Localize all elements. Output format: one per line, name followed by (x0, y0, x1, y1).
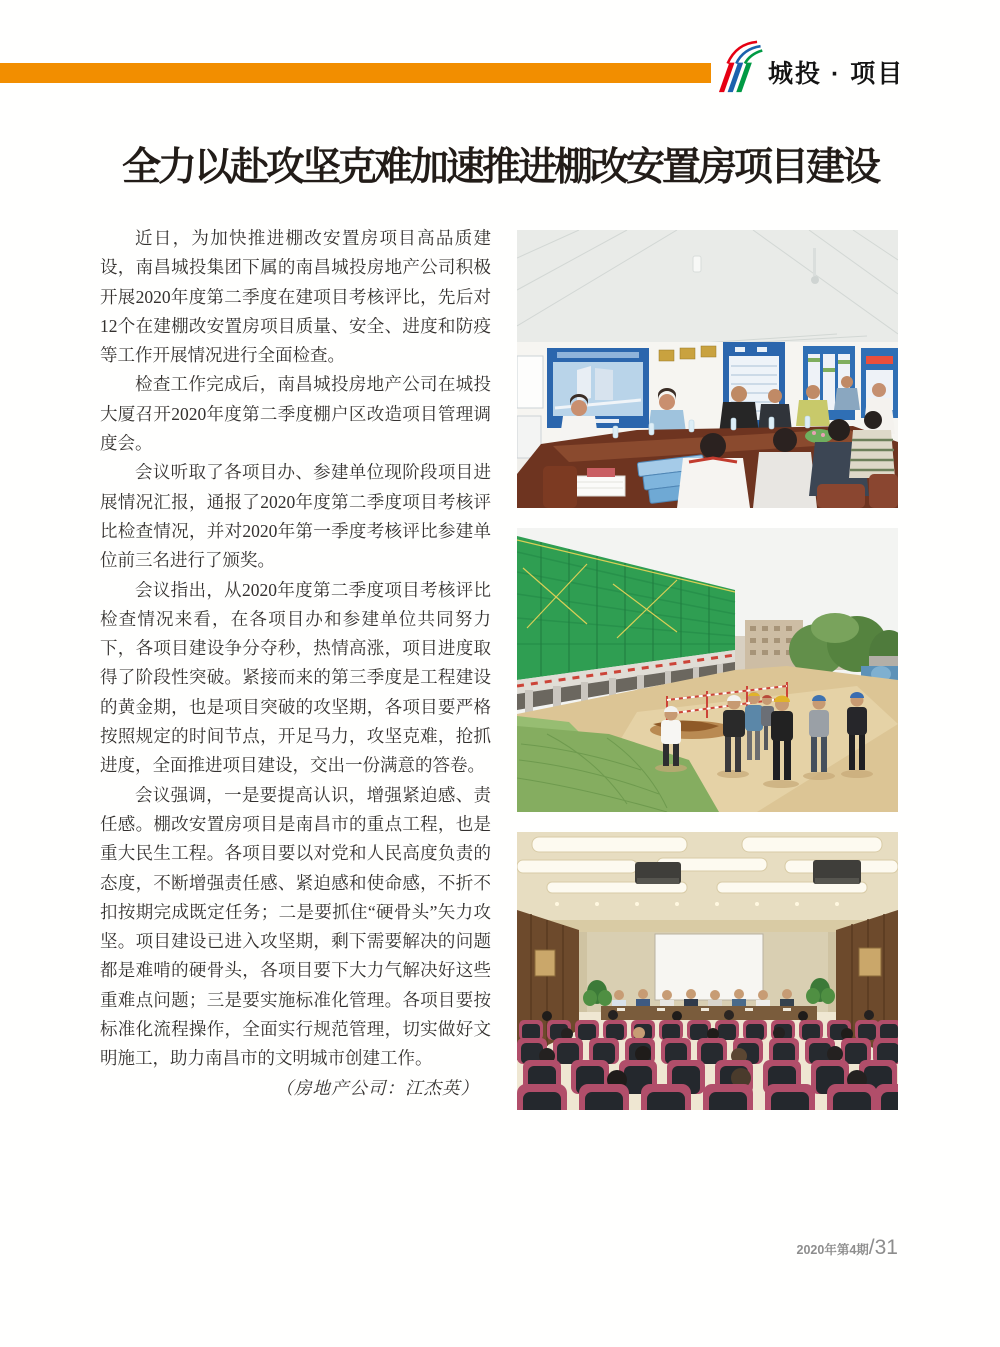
byline: （房地产公司：江杰英） (275, 1077, 479, 1098)
ceiling (517, 832, 898, 932)
page-number: /31 (868, 1236, 898, 1259)
article-title: 全力以赴攻坚克难加速推进棚改安置房项目建设 (121, 146, 878, 189)
article-body (100, 224, 491, 1103)
page-footer (0, 1236, 898, 1260)
paragraph: 会议指出，从2020年度第二季度项目考核评比检查情况来看，在各项目办和参建单位共同努力下，各项目建设争分夺秒，热情高涨，项目进度取得了阶段性突破。紧接而来的第三季度是工程建设的黄金期，也是项目突破的攻坚期，各项目要严格按照规定的时间节点，开足马力，攻坚克难，抢抓进度，全面推进项目建设，交出一份满意的答卷。 (100, 579, 491, 776)
photo-construction-site (517, 528, 898, 812)
issue-label: 2020年第4期 (796, 1243, 869, 1257)
projection-screen (655, 934, 763, 1000)
citytouch-logo-icon (712, 38, 764, 96)
paragraph: 近日，为加快推进棚改安置房项目高品质建设，南昌城投集团下属的南昌城投房地产公司积极开展2020年度第二季度在建项目考核评比，先后对12个在建棚改安置房项目质量、安全、进度和防疫等工作开展情况进行全面检查。 (100, 228, 491, 366)
photo-conference-hall (517, 832, 898, 1110)
project-poster (547, 348, 649, 428)
paragraph: 检查工作完成后，南昌城投房地产公司在城投大厦召开2020年度第二季度棚户区改造项目管理调度会。 (100, 374, 491, 454)
paragraph: 会议强调，一是要提高认识，增强紧迫感、责任感。棚改安置房项目是南昌市的重点工程，也是重大民生工程。各项目要以对党和人民高度负责的态度，不断增强责任感、紧迫感和使命感，不折不扣按期完成既定任务；二是要抓住“硬骨头”矢力攻坚。项目建设已进入攻坚期，剩下需要解决的问题都是难啃的硬骨头，各项目要下大力气解决好这些重难点问题；三是要实施标准化管理。各项目要按标准化流程操作，全面实行规范管理，切实做好文明施工，助力南昌市的文明城市创建工作。 (100, 784, 491, 1069)
photo-meeting-room (517, 230, 898, 508)
paragraph: 会议听取了各项目办、参建单位现阶段项目进展情况汇报，通报了2020年度第二季度项目考核评比检查情况，并对2020年第一季度考核评比参建单位前三名进行了颁奖。 (100, 462, 491, 571)
section-label: 城投 · 项目 (768, 60, 905, 88)
header-accent-bar (0, 63, 711, 83)
ceiling (517, 230, 898, 358)
